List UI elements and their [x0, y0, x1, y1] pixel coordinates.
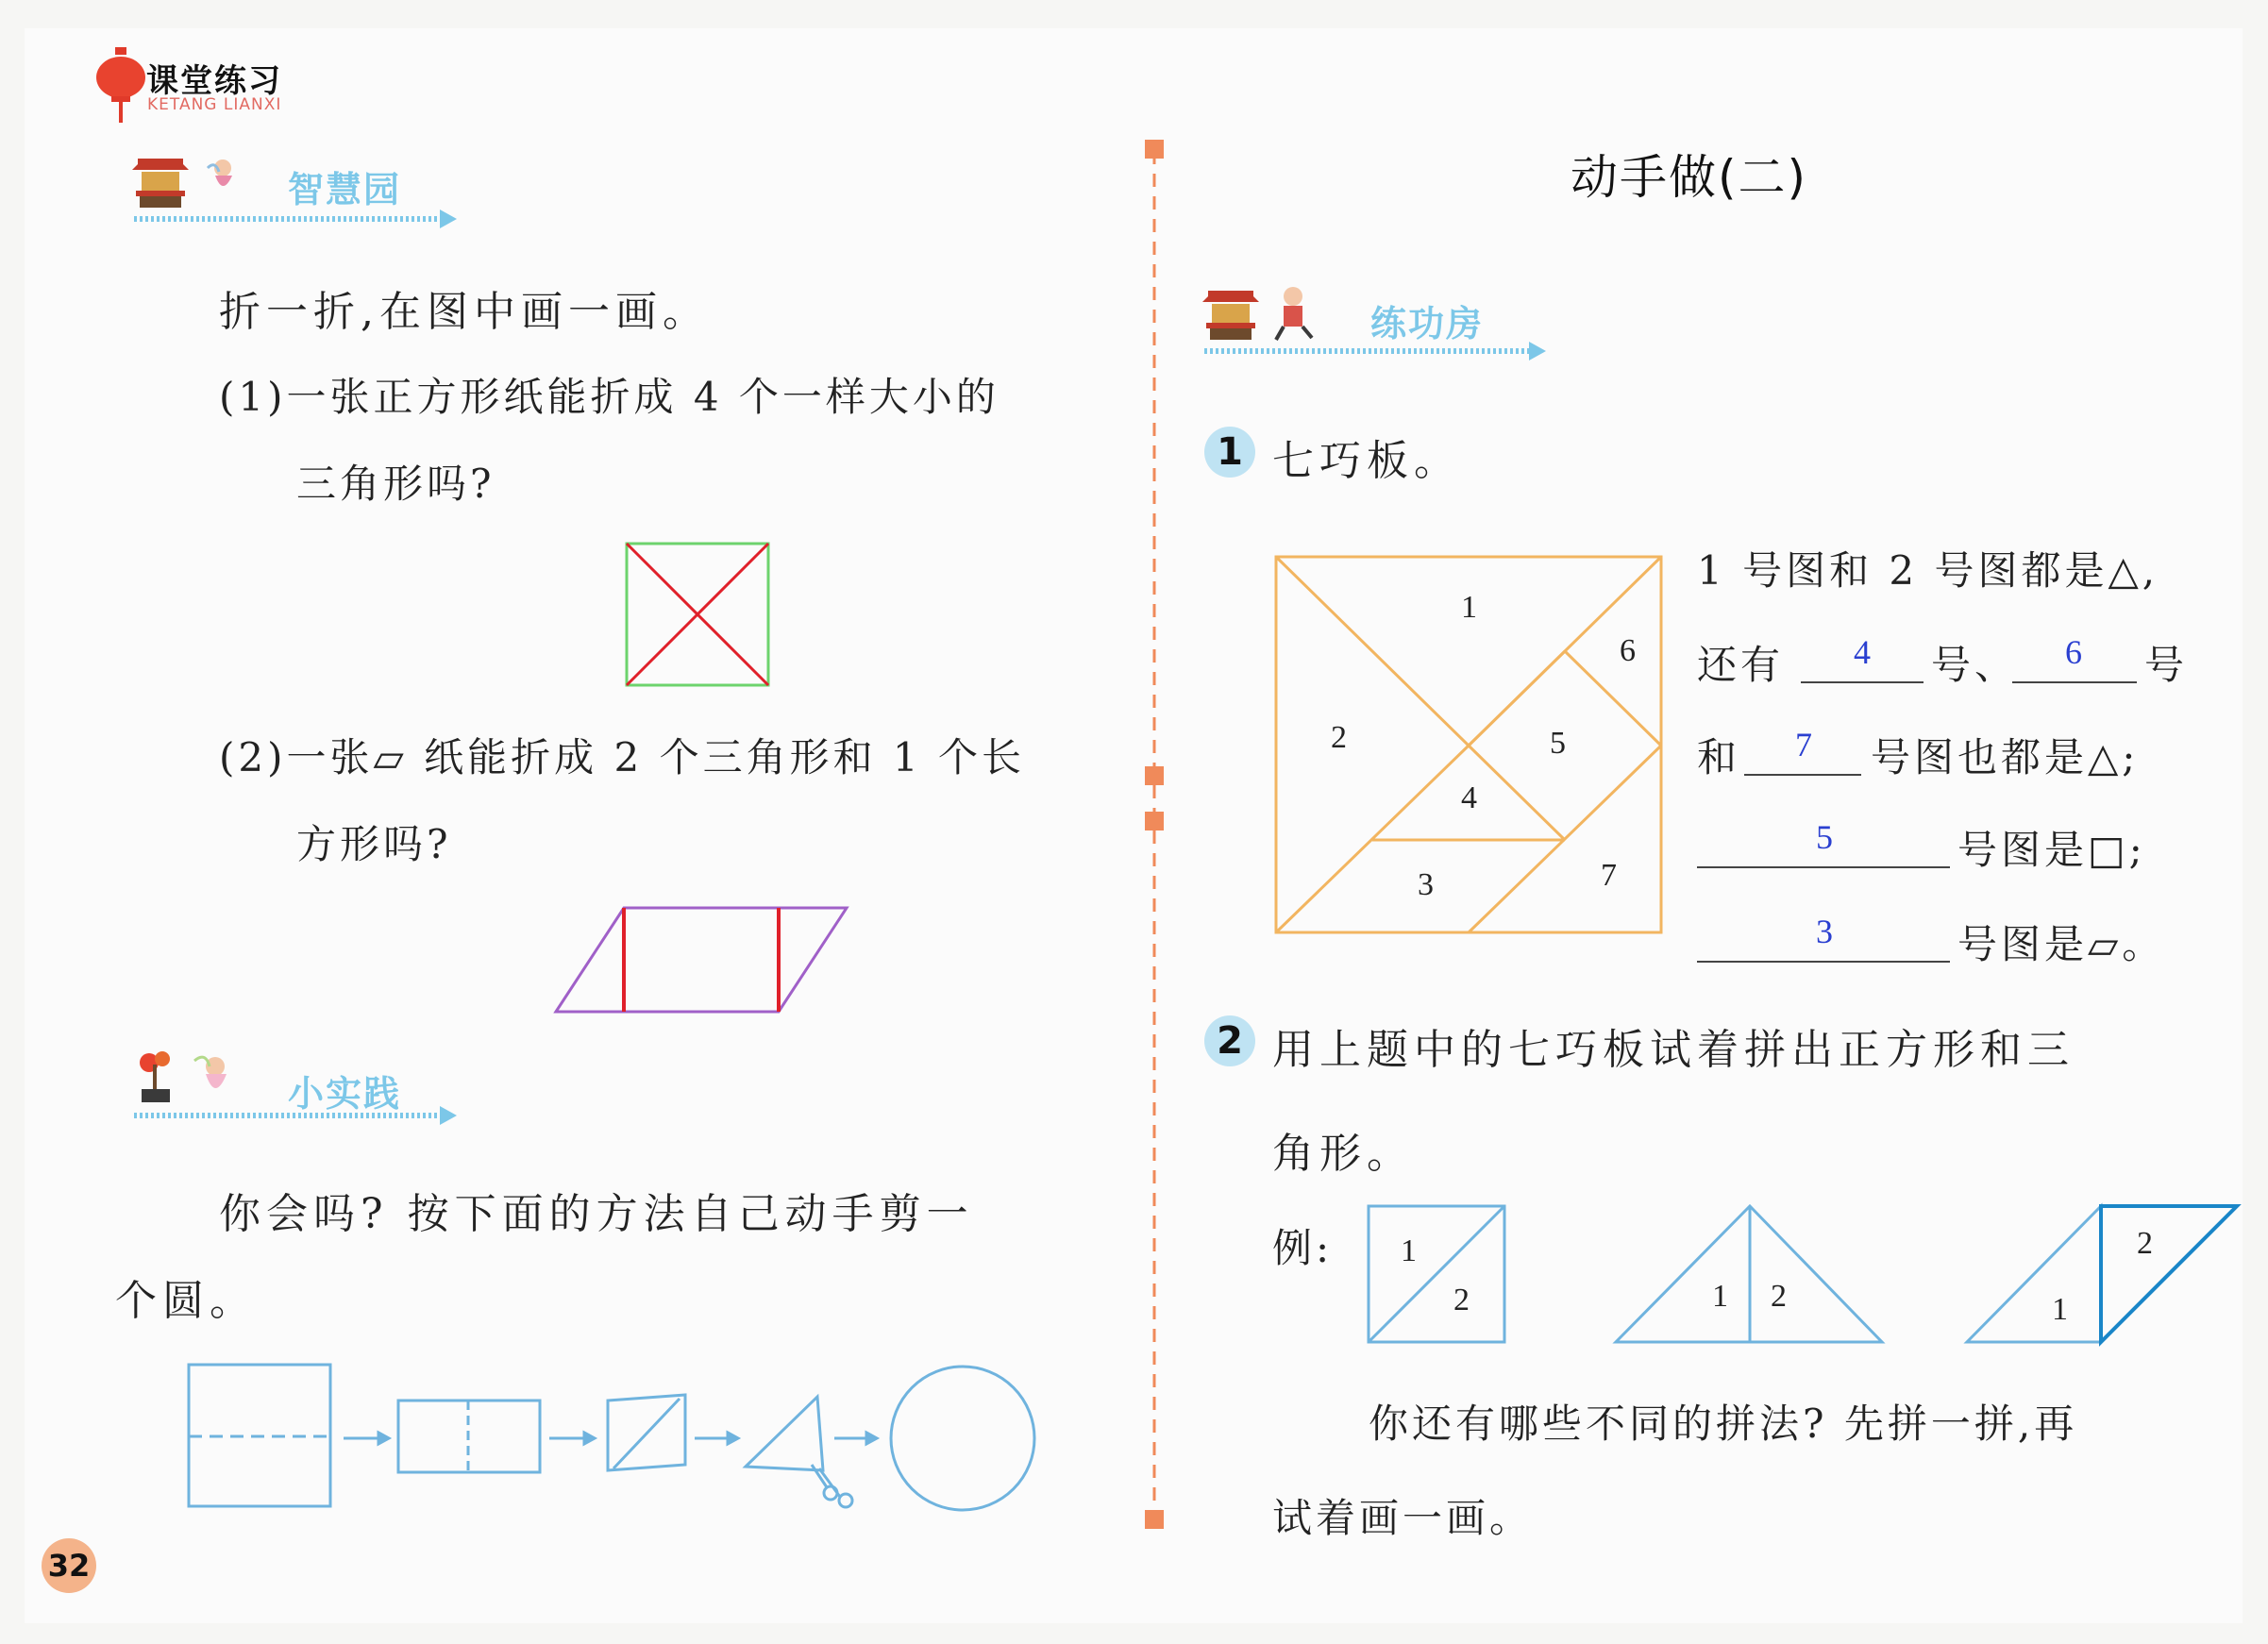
example-square-label-2: 2: [1453, 1283, 1470, 1317]
tangram-text-line-2a: 还有: [1697, 642, 1785, 688]
page-number: 32: [42, 1538, 96, 1593]
question-1-line-2: 三角形吗?: [296, 461, 496, 507]
question-2-badge: 2: [1204, 1015, 1255, 1066]
tangram-label-4: 4: [1461, 780, 1477, 815]
answer-2: 6: [2065, 633, 2082, 671]
section-tag-liangongfang: 练功房: [1370, 303, 1485, 344]
practice-text-line-1: 你会吗? 按下面的方法自己动手剪一: [219, 1190, 974, 1238]
page-title: 动手做(二): [1571, 150, 1808, 205]
section-tag-zhihuiyuan: 智慧园: [288, 169, 402, 210]
example-triangle-label-1: 1: [1712, 1279, 1728, 1314]
example-para-label-2: 2: [2137, 1226, 2153, 1261]
tangram-label-2: 2: [1331, 720, 1347, 755]
tangram-label-1: 1: [1461, 590, 1477, 625]
tangram-text-line-2b: 号、: [1931, 642, 2019, 688]
section-tag-xiaoshijian: 小实践: [288, 1073, 402, 1115]
tangram-text-line-2c: 号: [2144, 642, 2189, 688]
fairy-icon: [208, 159, 232, 186]
tangram-label-7: 7: [1601, 858, 1617, 893]
square-fold-figure: [623, 540, 774, 691]
question-2-line-2-right: 角形。: [1272, 1130, 1414, 1178]
tangram-label-5: 5: [1550, 726, 1566, 761]
bonsai-icon: [140, 1051, 170, 1102]
tangram-text-line-5: 号图是▱。: [1957, 921, 2166, 967]
tangram-figure: [1270, 551, 1667, 940]
question-2-line-1-right: 用上题中的七巧板试着拼出正方形和三: [1272, 1026, 2075, 1074]
question-2-line-2: 方形吗?: [296, 821, 452, 867]
tangram-text-line-1: 1 号图和 2 号图都是△,: [1697, 547, 2159, 594]
practice-text-line-2: 个圆。: [115, 1277, 257, 1325]
parallelogram-outline: [556, 908, 847, 1012]
answer-4: 5: [1816, 818, 1833, 856]
answer-1: 4: [1854, 633, 1871, 671]
intro-text: 折一折,在图中画一画。: [219, 288, 710, 336]
example-square-label-1: 1: [1401, 1233, 1417, 1268]
pavilion-icon: [1202, 291, 1259, 340]
circle-cutting-steps-figure: [185, 1359, 1053, 1529]
pavilion-icon: [132, 159, 189, 208]
header-subtitle: KETANG LIANXI: [147, 95, 282, 114]
answer-3: 7: [1795, 726, 1812, 763]
question-1-line-1: (1)一张正方形纸能折成 4 个一样大小的: [219, 374, 1000, 420]
example-triangle-label-2: 2: [1771, 1279, 1787, 1314]
lantern-icon: [92, 47, 149, 123]
tangram-label-3: 3: [1418, 867, 1434, 902]
tangram-text-line-3b: 号图也都是△;: [1871, 734, 2140, 780]
question-2-line-1: (2)一张▱ 纸能折成 2 个三角形和 1 个长: [219, 734, 1025, 780]
question-2-line-3-right: 你还有哪些不同的拼法? 先拼一拼,再: [1369, 1401, 2078, 1447]
example-figures: [1363, 1200, 2250, 1357]
tangram-label-6: 6: [1620, 633, 1636, 668]
answer-5: 3: [1816, 913, 1833, 950]
example-parallelogram-right: [2101, 1206, 2237, 1342]
question-1-title: 七巧板。: [1272, 437, 1461, 485]
question-1-badge: 1: [1204, 427, 1255, 478]
kungfu-child-icon: [1276, 287, 1312, 340]
example-para-label-1: 1: [2052, 1292, 2068, 1327]
parallelogram-fold-figure: [552, 902, 854, 1015]
tangram-text-line-3a: 和: [1697, 734, 1741, 780]
example-parallelogram-left: [1967, 1206, 2101, 1342]
step-5-circle: [891, 1367, 1034, 1510]
step-4-triangle: [746, 1397, 823, 1470]
example-label: 例:: [1272, 1225, 1334, 1271]
page-divider: [1140, 132, 1168, 1548]
question-2-line-4-right: 试着画一画。: [1272, 1495, 1534, 1541]
fairy-icon: [194, 1057, 227, 1088]
tangram-text-line-4: 号图是□;: [1957, 827, 2146, 873]
header-title: 课堂练习: [146, 62, 282, 100]
